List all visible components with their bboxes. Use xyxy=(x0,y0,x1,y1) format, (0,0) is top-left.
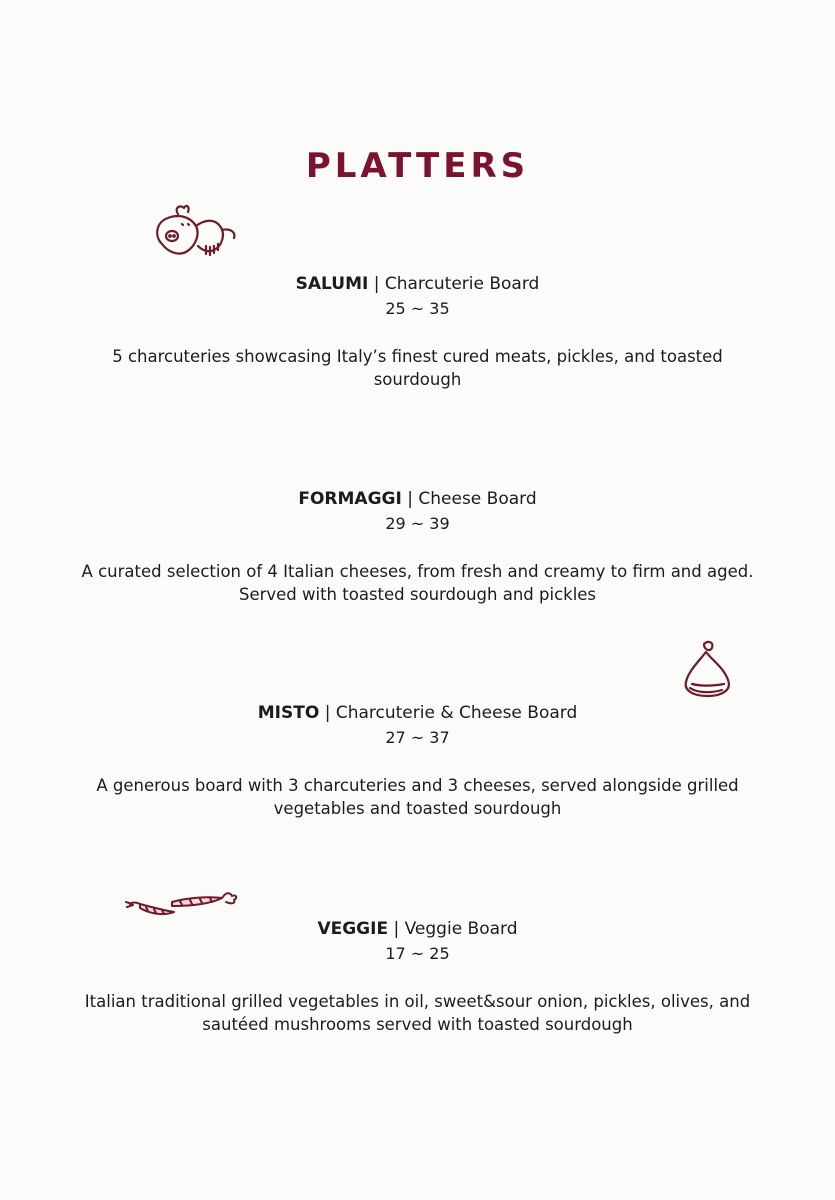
item-price: 25 ~ 35 xyxy=(385,299,450,318)
menu-item-formaggi xyxy=(60,487,775,606)
item-name: VEGGIE xyxy=(317,919,389,939)
item-separator: | xyxy=(401,489,419,509)
item-subtitle: Charcuterie Board xyxy=(384,274,540,294)
item-description: A curated selection of 4 Italian cheeses, from fresh and creamy to firm and aged. Served with toasted sourdough and pickles xyxy=(81,562,754,604)
item-header xyxy=(60,701,775,725)
cheese-sack-icon xyxy=(678,638,740,700)
page-title: PLATTERS xyxy=(305,146,530,186)
item-subtitle: Cheese Board xyxy=(418,489,537,509)
item-price: 17 ~ 25 xyxy=(385,944,450,963)
item-separator: | xyxy=(388,919,405,939)
item-price: 27 ~ 37 xyxy=(385,728,450,747)
item-description: Italian traditional grilled vegetables in oil, sweet&sour onion, pickles, olives, and sautéed mushrooms served with toasted sourdough xyxy=(84,992,751,1034)
item-subtitle: Charcuterie & Cheese Board xyxy=(335,703,578,723)
item-description: A generous board with 3 charcuteries and 3 cheeses, served alongside grilled vegetables and toasted sourdough xyxy=(96,776,739,818)
item-separator: | xyxy=(368,274,385,294)
pig-icon xyxy=(150,200,245,265)
item-name: SALUMI xyxy=(295,274,369,294)
item-header xyxy=(60,917,775,941)
item-name: FORMAGGI xyxy=(298,489,402,509)
item-price: 29 ~ 39 xyxy=(385,514,450,533)
item-name: MISTO xyxy=(257,703,320,723)
item-header xyxy=(60,272,775,296)
menu-item-salumi xyxy=(60,272,775,391)
item-description: 5 charcuteries showcasing Italy’s finest cured meats, pickles, and toasted sourdough xyxy=(112,347,723,389)
item-separator: | xyxy=(319,703,336,723)
menu-item-misto xyxy=(60,701,775,820)
item-header xyxy=(60,487,775,511)
menu-item-veggie xyxy=(60,917,775,1036)
item-subtitle: Veggie Board xyxy=(404,919,518,939)
